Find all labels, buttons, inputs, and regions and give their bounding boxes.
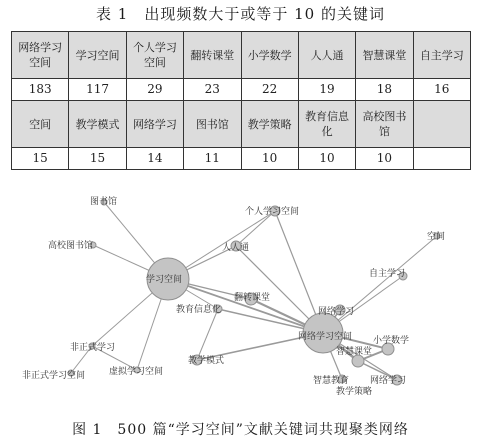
label-online-learning-2: 网络学习 — [370, 376, 407, 386]
keyword-cell: 人人通 — [298, 32, 355, 79]
table-caption: 表 1 出现频数大于或等于 10 的关键词 — [96, 5, 385, 23]
label-personal-space: 个人学习空间 — [245, 207, 300, 217]
keyword-cell: 高校图书馆 — [356, 101, 413, 148]
count-row-1 — [12, 79, 471, 101]
label-space: 空间 — [427, 232, 446, 242]
keyword-cell: 空间 — [12, 101, 69, 148]
figure-caption: 图 1 500 篇“学习空间”文献关键词共现聚类网络 — [72, 422, 409, 438]
keyword-cell: 网络学习空间 — [12, 32, 69, 79]
label-university-library: 高校图书馆 — [48, 241, 94, 251]
label-learning-space: 学习空间 — [146, 275, 183, 285]
network-nodes — [68, 199, 440, 385]
keyword-cell: 网络学习 — [126, 101, 183, 148]
keyword-row-1 — [12, 32, 471, 79]
keyword-cell: 小学数学 — [241, 32, 298, 79]
count-cell: 15 — [69, 148, 126, 170]
label-informal: 非正式学习 — [70, 343, 116, 353]
count-cell: 19 — [298, 79, 355, 101]
count-cell: 15 — [12, 148, 69, 170]
keyword-cell: 教学模式 — [69, 101, 126, 148]
label-smart-classroom: 智慧课堂 — [336, 347, 373, 357]
label-renrentong: 人人通 — [222, 243, 250, 253]
label-teaching-mode: 教学模式 — [188, 356, 225, 366]
label-teaching-strategy: 教学策略 — [336, 387, 373, 397]
label-library: 图书馆 — [90, 197, 118, 207]
label-autonomous: 自主学习 — [369, 269, 406, 279]
label-primary-math: 小学数学 — [373, 336, 410, 346]
count-cell: 18 — [356, 79, 413, 101]
keyword-cell: 教育信息化 — [298, 101, 355, 148]
count-cell: 23 — [184, 79, 241, 101]
count-cell: 14 — [126, 148, 183, 170]
network-edge — [197, 309, 218, 360]
network-labels — [22, 195, 445, 397]
keyword-cell: 翻转课堂 — [184, 32, 241, 79]
count-cell: 29 — [126, 79, 183, 101]
keyword-cell: 智慧课堂 — [356, 32, 413, 79]
keyword-cell: 图书馆 — [184, 101, 241, 148]
label-informal-space: 非正式学习空间 — [22, 371, 86, 381]
network-edges — [71, 202, 437, 380]
keyword-cell: 学习空间 — [69, 32, 126, 79]
count-cell: 183 — [12, 79, 69, 101]
keyword-cell — [413, 101, 470, 148]
count-row-2 — [12, 148, 471, 170]
keyword-row-2 — [12, 101, 471, 148]
count-cell: 10 — [241, 148, 298, 170]
keyword-frequency-table — [11, 31, 471, 170]
label-smart-edu: 智慧教育 — [313, 376, 350, 386]
label-virtual-space: 虚拟学习空间 — [109, 367, 164, 377]
count-cell: 16 — [413, 79, 470, 101]
count-cell: 10 — [356, 148, 413, 170]
label-edu-info: 教育信息化 — [176, 305, 222, 315]
label-online-learning: 网络学习 — [318, 307, 355, 317]
keyword-cell: 教学策略 — [241, 101, 298, 148]
network-edge — [323, 236, 437, 333]
count-cell: 11 — [184, 148, 241, 170]
count-cell — [413, 148, 470, 170]
label-online-space: 网络学习空间 — [298, 332, 353, 342]
keyword-cell: 个人学习空间 — [126, 32, 183, 79]
count-cell: 117 — [69, 79, 126, 101]
cooccurrence-network — [0, 183, 481, 405]
label-flipped: 翻转课堂 — [234, 293, 271, 303]
count-cell: 22 — [241, 79, 298, 101]
keyword-cell: 自主学习 — [413, 32, 470, 79]
count-cell: 10 — [298, 148, 355, 170]
